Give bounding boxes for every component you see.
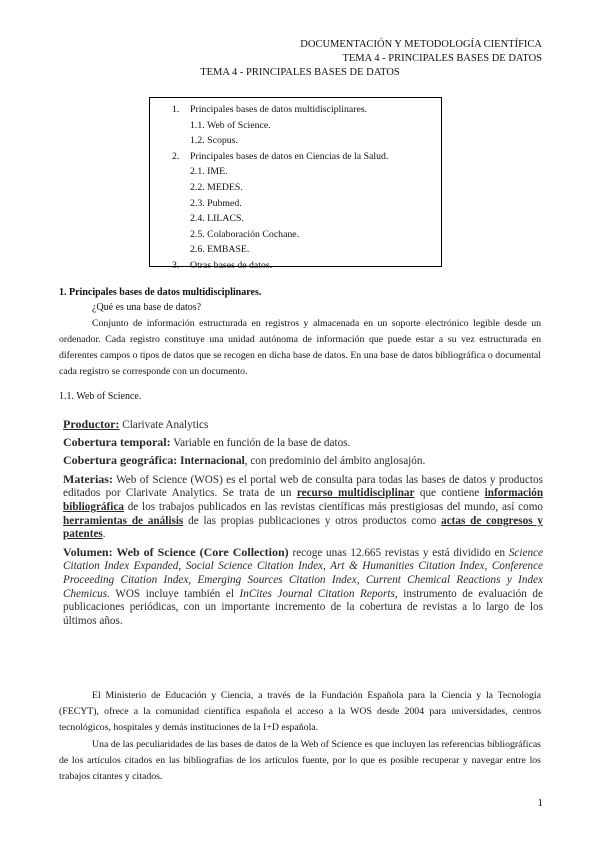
- running-header-topic: TEMA 4 - PRINCIPALES BASES DE DATOS: [342, 53, 542, 64]
- volumen-text: instrumento de evaluación de publicaciones periódicas, con un importante incremento de la cobertura de revistas a lo largo de los últimos años.: [63, 587, 543, 628]
- toc-label: LILACS.: [207, 213, 244, 225]
- materias-highlight: actas de congresos y patentes: [63, 514, 543, 541]
- volumen-italic: InCites Journal Citation Reports,: [239, 587, 398, 600]
- toc-number: 1.: [172, 104, 180, 115]
- volumen-label: Volumen: Web of Science (Core Collection): [63, 544, 289, 559]
- toc-item: [172, 180, 435, 196]
- materias-label: Materias:: [63, 471, 113, 486]
- volumen-text: WOS incluye también el: [115, 587, 234, 600]
- toc-item: [172, 227, 435, 243]
- toc-item: [172, 118, 435, 134]
- page-number: 1: [537, 797, 543, 809]
- toc-item: [172, 211, 435, 227]
- toc-number: 2.1.: [190, 166, 205, 178]
- toc-item: [172, 149, 435, 165]
- toc-number: 2.: [172, 150, 180, 162]
- volumen-row: [63, 546, 543, 629]
- toc-label: Principales bases de datos en Ciencias de la Salud.: [190, 150, 389, 162]
- geo-label: Cobertura geográfica:: [63, 453, 178, 468]
- section-heading: 1. Principales bases de datos multidisciplinares.: [59, 287, 262, 298]
- toc-number: 2.4.: [190, 213, 205, 225]
- geo-row: [63, 454, 543, 469]
- definition-paragraph: Conjunto de información estructurada en registros y almacenada en un soporte electrónico legible desde un ordenador. Cada registro constituye una unidad autónoma de información que puede estar a su vez estructurada en diferentes campos o tipos de datos que se recogen en dicha base de datos. En una base de datos bibliográfica o documental cada registro se corresponde con un documento.: [59, 318, 541, 377]
- page-title: [0, 67, 600, 78]
- temporal-value: Variable en función de la base de datos.: [173, 437, 351, 450]
- subsection-heading: 1.1. Web of Science.: [59, 391, 142, 402]
- fecyt-paragraph: El Ministerio de Educación y Ciencia, a través de la Fundación Española para la Ciencia y la Tecnología (FECYT), ofrece a la comunidad científica española el acceso a la WOS desde 2004 para universidades, centros tecnológicos, hospitales y demás instituciones de la I+D española.: [59, 690, 541, 733]
- productor-value: Clarivate Analytics: [122, 419, 209, 431]
- toc-item: [172, 258, 435, 274]
- materias-text: Web of Science (WOS) es el portal web de consulta para todas las bases de datos y productos editados por Clarivate Analytics. Se trata de un: [63, 473, 543, 500]
- toc-label: IME.: [207, 166, 228, 178]
- toc-label: MEDES.: [207, 181, 243, 193]
- temporal-row: [63, 436, 543, 451]
- toc-number: 2.2.: [190, 181, 205, 193]
- toc-number: 2.3.: [190, 197, 205, 209]
- toc-number: 2.6.: [190, 244, 205, 256]
- toc-label: Principales bases de datos multidisciplinares.: [190, 104, 368, 115]
- materias-highlight: recurso multidisciplinar: [296, 487, 415, 500]
- materias-text: de los trabajos publicados en las revistas científicas más prestigiosas del mundo, así como: [127, 501, 543, 514]
- geo-rest: , con predominio del ámbito anglosajón.: [244, 455, 426, 468]
- toc-item: [172, 242, 435, 258]
- materias-row: [63, 473, 543, 543]
- page-title-text: TEMA 4 - PRINCIPALES BASES DE DATOS: [200, 67, 400, 78]
- toc-label: Otras bases de datos.: [190, 259, 273, 271]
- temporal-label: Cobertura temporal:: [63, 435, 171, 450]
- geo-strong: Internacional: [180, 455, 245, 468]
- toc-item: [172, 102, 435, 118]
- toc-item: [172, 133, 435, 149]
- volumen-italic: Science Citation Index Expanded, Social Science Citation Index, Art & Humanities Citation Index, Conference Proceeding Citation Index, Emerging Sources Citation Index, Current Chemical Reactions y Index Chemicus.: [63, 546, 543, 600]
- running-header-course: DOCUMENTACIÓN Y METODOLOGÍA CIENTÍFICA: [300, 39, 542, 50]
- toc-item: [172, 164, 435, 180]
- toc-number: 3.: [172, 259, 180, 271]
- toc-label: EMBASE.: [207, 244, 250, 256]
- question-text: ¿Qué es una base de datos?: [92, 302, 202, 313]
- materias-text: de las propias publicaciones y otros productos como: [188, 514, 437, 527]
- toc-label: Web of Science.: [206, 119, 271, 131]
- toc-number: 2.5.: [190, 228, 205, 240]
- productor-row: [63, 418, 543, 433]
- toc-item: [172, 196, 435, 212]
- toc-label: Scopus.: [207, 135, 238, 147]
- toc-number: 1.2.: [190, 135, 205, 147]
- materias-highlight: información bibliográfica: [63, 487, 544, 514]
- volumen-text: recoge unas 12.665 revistas y está dividido en: [292, 546, 506, 559]
- toc-label: Pubmed.: [207, 197, 242, 209]
- materias-text: que contiene: [419, 487, 480, 500]
- productor-label: Productor:: [63, 417, 120, 431]
- wos-info-block: [63, 418, 543, 632]
- toc-number: 1.1.: [190, 119, 205, 131]
- materias-highlight: herramientas de análisis: [63, 514, 184, 527]
- materias-text: .: [102, 528, 106, 541]
- table-of-contents: [149, 97, 442, 271]
- citations-paragraph: Una de las peculiaridades de las bases de datos de la Web of Science es que incluyen las referencias bibliográficas de los artículos citados en las bibliografías de los artículos fuente, por lo que es posible recuperar y navegar entre los trabajos citantes y citados.: [59, 739, 541, 782]
- toc-label: Colaboración Cochane.: [207, 228, 300, 240]
